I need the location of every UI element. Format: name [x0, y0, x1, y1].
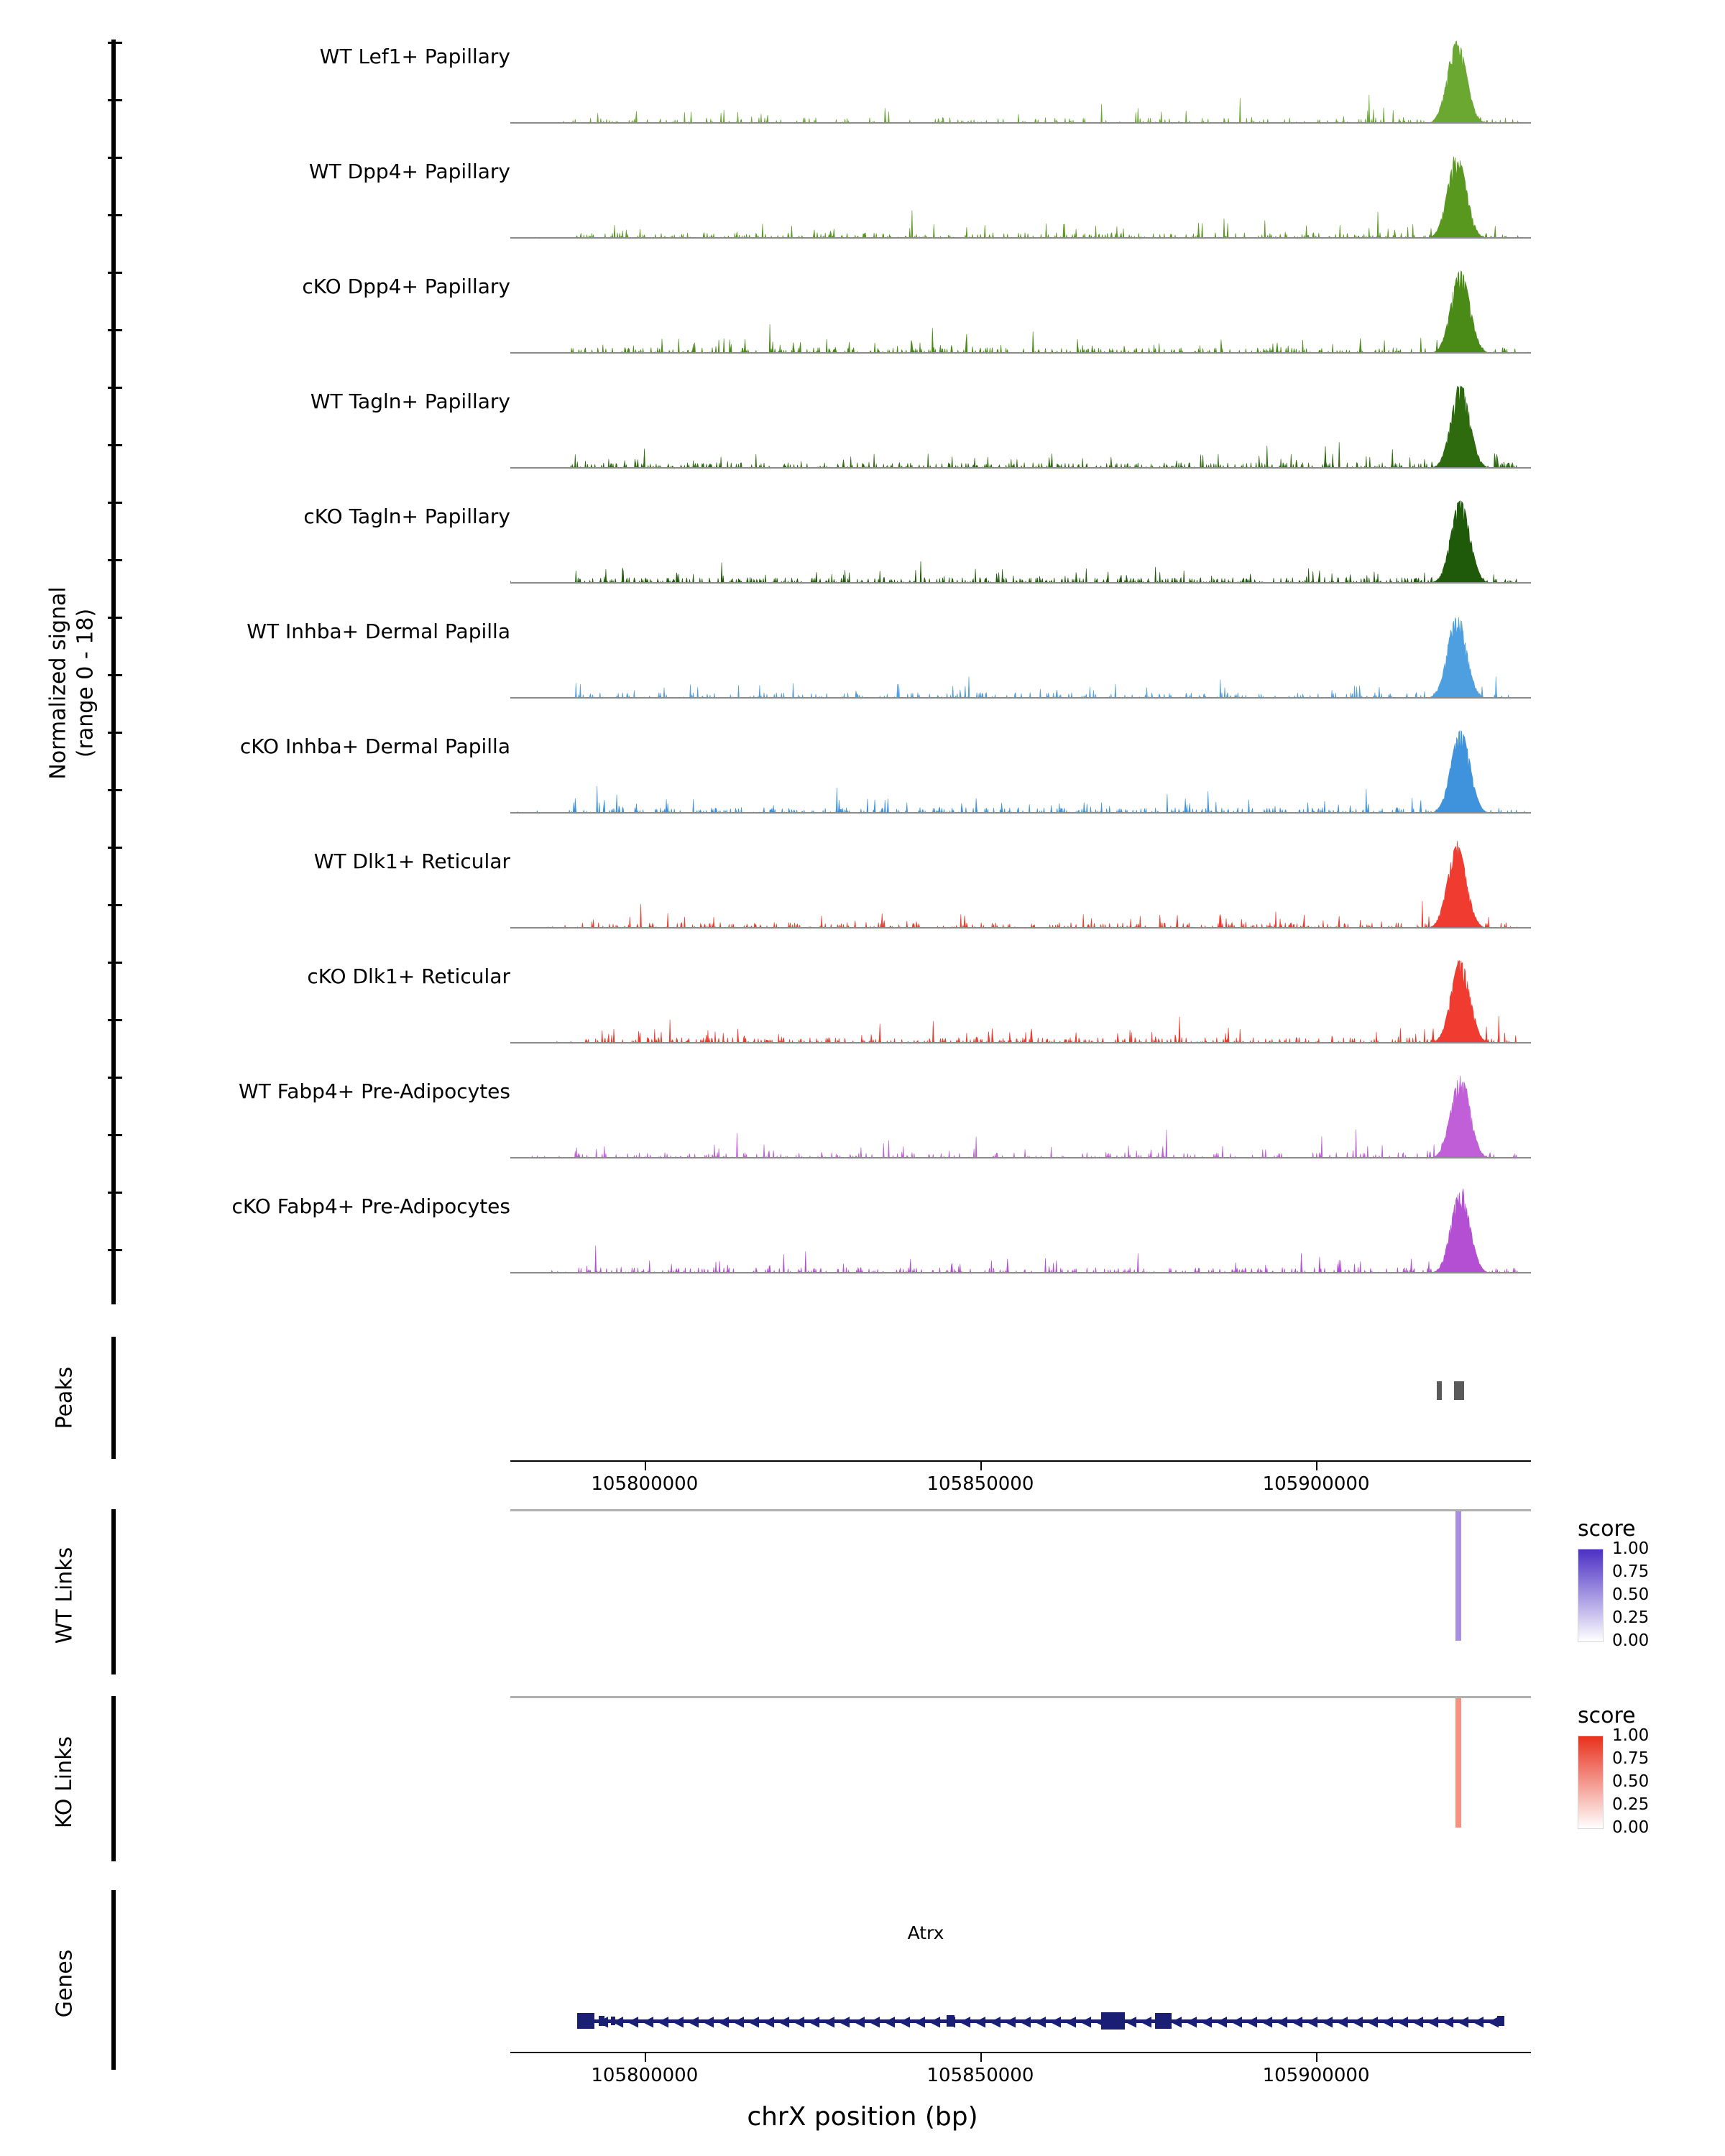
gene-strand-arrow-icon: ◀	[702, 2012, 714, 2030]
signal-area-svg	[510, 841, 1531, 929]
gene-strand-arrow-icon: ◀	[1200, 2012, 1213, 2030]
peaks-section-label: Peaks	[52, 1366, 77, 1429]
signal-area-path	[510, 157, 1531, 239]
wt-links-legend-title: score	[1578, 1516, 1636, 1542]
gene-strand-arrow-icon: ◀	[1487, 2012, 1499, 2030]
track-label: WT Fabp4+ Pre-Adipocytes	[239, 1079, 510, 1103]
ko-links-track	[510, 1696, 1531, 1861]
track-label: WT Dlk1+ Reticular	[313, 849, 510, 873]
gene-strand-arrow-icon: ◀	[1427, 2012, 1439, 2030]
gene-strand-arrow-icon: ◀	[959, 2012, 971, 2030]
signal-area-path	[510, 1076, 1531, 1158]
track-label: WT Tagln+ Papillary	[310, 390, 510, 413]
signal-area-path	[510, 1189, 1531, 1273]
wt-links-top-line	[510, 1509, 1531, 1511]
genes-section-label: Genes	[52, 1949, 77, 2018]
track-label: WT Dpp4+ Papillary	[308, 160, 510, 183]
track-baseline	[510, 812, 1531, 814]
signal-plot	[510, 611, 1531, 699]
signal-area-svg	[510, 36, 1531, 124]
gene-strand-arrow-icon: ◀	[1049, 2012, 1062, 2030]
signal-plot	[510, 151, 1531, 239]
x-axis-tick	[645, 1462, 646, 1470]
legend-tick-label: 1.00	[1612, 1726, 1650, 1745]
legend-tick-label: 0.00	[1612, 1631, 1650, 1650]
track-label: cKO Dpp4+ Papillary	[302, 275, 510, 298]
gene-strand-arrow-icon: ◀	[898, 2012, 911, 2030]
wt-links-legend-colorbar	[1578, 1549, 1604, 1642]
legend-tick-label: 0.25	[1612, 1795, 1650, 1814]
gene-strand-arrow-icon: ◀	[1306, 2012, 1318, 2030]
gene-strand-arrow-icon: ◀	[1155, 2012, 1167, 2030]
track-label: cKO Fabp4+ Pre-Adipocytes	[231, 1194, 510, 1218]
track-label: WT Inhba+ Dermal Papilla	[247, 619, 510, 643]
gene-strand-arrow-icon: ◀	[1442, 2012, 1454, 2030]
gene-label: Atrx	[907, 1922, 944, 1943]
gene-strand-arrow-icon: ◀	[1185, 2012, 1197, 2030]
gene-strand-arrow-icon: ◀	[1230, 2012, 1243, 2030]
x-axis-tick	[645, 2053, 646, 2062]
track-baseline	[510, 237, 1531, 239]
gene-strand-arrow-icon: ◀	[687, 2012, 699, 2030]
signal-area-svg	[510, 1071, 1531, 1158]
legend-tick-label: 0.50	[1612, 1772, 1650, 1791]
x-axis-tick	[980, 1462, 982, 1470]
signal-track-row	[108, 489, 1545, 604]
legend-tick-label: 1.00	[1612, 1539, 1650, 1558]
signal-area-path	[510, 271, 1531, 354]
peak-marker	[1437, 1381, 1442, 1400]
signal-area-svg	[510, 496, 1531, 584]
gene-strand-arrow-icon: ◀	[1472, 2012, 1484, 2030]
peaks-x-axis-ticks	[510, 1462, 1531, 1495]
ko-links-section-label: KO Links	[52, 1736, 77, 1829]
genes-x-axis-ticks	[510, 2053, 1531, 2086]
wt-link-arc	[1455, 1511, 1461, 1641]
gene-strand-arrow-icon: ◀	[597, 2012, 609, 2030]
genes-track	[510, 1890, 1531, 2070]
signal-area-path	[510, 501, 1531, 584]
legend-tick-label: 0.75	[1612, 1749, 1650, 1768]
ko-link-arc	[1455, 1698, 1461, 1828]
gene-strand-arrow-icon: ◀	[1366, 2012, 1379, 2030]
x-axis-tick-label: 105800000	[591, 1473, 699, 1495]
gene-strand-arrow-icon: ◀	[1004, 2012, 1016, 2030]
gene-strand-arrow-icon: ◀	[914, 2012, 926, 2030]
gene-strand-arrow-icon: ◀	[823, 2012, 835, 2030]
signal-track-row	[108, 949, 1545, 1064]
track-baseline	[510, 582, 1531, 584]
x-axis-tick-label: 105800000	[591, 2065, 699, 2086]
track-baseline	[510, 122, 1531, 124]
track-baseline	[510, 1042, 1531, 1044]
gene-strand-arrow-icon: ◀	[1276, 2012, 1288, 2030]
gene-strand-arrow-icon: ◀	[1125, 2012, 1137, 2030]
gene-strand-arrow-icon: ◀	[778, 2012, 790, 2030]
gene-strand-arrow-icon: ◀	[672, 2012, 684, 2030]
signal-plot	[510, 266, 1531, 354]
gene-strand-arrow-icon: ◀	[1412, 2012, 1424, 2030]
gene-strand-arrow-icon: ◀	[763, 2012, 775, 2030]
y-axis-label-line1: Normalized signal	[45, 586, 71, 780]
track-label: WT Lef1+ Papillary	[319, 45, 510, 68]
gene-strand-arrow-icon: ◀	[748, 2012, 760, 2030]
y-axis-label-container	[29, 503, 115, 862]
gene-strand-arrow-icon: ◀	[612, 2012, 624, 2030]
signal-area-path	[510, 41, 1531, 124]
signal-track-row	[108, 259, 1545, 374]
x-axis-tick-label: 105900000	[1262, 2065, 1370, 2086]
signal-track-row	[108, 719, 1545, 834]
signal-track-row	[108, 834, 1545, 949]
gene-strand-arrow-icon: ◀	[657, 2012, 669, 2030]
gene-strand-arrow-icon: ◀	[838, 2012, 850, 2030]
signal-area-svg	[510, 956, 1531, 1044]
gene-strand-arrow-icon: ◀	[1080, 2012, 1092, 2030]
gene-strand-arrow-icon: ◀	[1034, 2012, 1046, 2030]
gene-strand-arrow-icon: ◀	[808, 2012, 820, 2030]
gene-strand-arrow-icon: ◀	[853, 2012, 865, 2030]
gene-strand-arrow-icon: ◀	[627, 2012, 639, 2030]
signal-plot	[510, 1186, 1531, 1273]
signal-section-axis	[111, 40, 116, 1304]
gene-strand-arrow-icon: ◀	[1291, 2012, 1303, 2030]
legend-tick-label: 0.50	[1612, 1585, 1650, 1604]
gene-strand-arrow-icon: ◀	[642, 2012, 654, 2030]
gene-strand-arrow-icon: ◀	[732, 2012, 745, 2030]
signal-area-path	[510, 961, 1531, 1044]
track-baseline	[510, 352, 1531, 354]
gene-strand-arrow-icon: ◀	[1064, 2012, 1077, 2030]
gene-strand-arrow-icon: ◀	[581, 2012, 594, 2030]
y-axis-label	[45, 586, 99, 779]
gene-strand-arrow-icon: ◀	[1095, 2012, 1107, 2030]
track-baseline	[510, 467, 1531, 469]
track-label: cKO Inhba+ Dermal Papilla	[239, 734, 510, 758]
wt-links-track	[510, 1509, 1531, 1674]
gene-strand-arrow-icon: ◀	[929, 2012, 941, 2030]
signal-plot	[510, 36, 1531, 124]
gene-strand-arrow-icon: ◀	[1261, 2012, 1273, 2030]
track-baseline	[510, 927, 1531, 929]
gene-strand-arrow-icon: ◀	[1381, 2012, 1394, 2030]
signal-area-svg	[510, 726, 1531, 814]
gene-strand-arrow-icon: ◀	[1397, 2012, 1409, 2030]
signal-area-path	[510, 731, 1531, 814]
ko-links-legend-title: score	[1578, 1703, 1636, 1728]
track-label: cKO Dlk1+ Reticular	[307, 964, 510, 988]
x-axis-tick-label: 105900000	[1262, 1473, 1370, 1495]
signal-area-svg	[510, 1186, 1531, 1273]
gene-strand-arrow-icon: ◀	[1321, 2012, 1333, 2030]
gene-strand-arrow-icon: ◀	[1246, 2012, 1258, 2030]
signal-area-path	[510, 386, 1531, 469]
signal-plot	[510, 956, 1531, 1044]
gene-strand-arrow-icon: ◀	[974, 2012, 986, 2030]
gene-strand-arrow-icon: ◀	[1019, 2012, 1031, 2030]
x-axis-tick-label: 105850000	[926, 1473, 1034, 1495]
gene-strand-arrow-icon: ◀	[989, 2012, 1001, 2030]
gene-strand-arrow-icon: ◀	[717, 2012, 730, 2030]
ko-links-legend	[1578, 1703, 1725, 1837]
signal-area-svg	[510, 151, 1531, 239]
gene-strand-arrow-icon: ◀	[1140, 2012, 1152, 2030]
peaks-track	[510, 1337, 1531, 1459]
gene-strand-arrow-icon: ◀	[1110, 2012, 1122, 2030]
gene-strand-arrow-icon: ◀	[1351, 2012, 1363, 2030]
x-axis-tick	[1316, 2053, 1317, 2062]
gene-strand-arrow-icon: ◀	[793, 2012, 805, 2030]
gene-strand-arrow-icon: ◀	[1457, 2012, 1469, 2030]
wt-links-legend-ticks	[1612, 1539, 1725, 1650]
signal-plot	[510, 726, 1531, 814]
signal-plot	[510, 381, 1531, 469]
gene-strand-arrow-icon: ◀	[944, 2012, 956, 2030]
legend-tick-label: 0.00	[1612, 1818, 1650, 1837]
track-baseline	[510, 697, 1531, 699]
signal-plot	[510, 841, 1531, 929]
peak-marker	[1454, 1381, 1464, 1400]
gene-strand-arrow-icon: ◀	[883, 2012, 896, 2030]
signal-area-svg	[510, 381, 1531, 469]
gene-strand-arrow-icon: ◀	[1215, 2012, 1228, 2030]
signal-track-row	[108, 1064, 1545, 1179]
signal-area-path	[510, 841, 1531, 929]
gene-strand-arrow-icon: ◀	[868, 2012, 880, 2030]
ko-links-legend-ticks	[1612, 1726, 1725, 1837]
x-axis-tick-label: 105850000	[926, 2065, 1034, 2086]
wt-links-section-label: WT Links	[52, 1547, 77, 1644]
signal-plot	[510, 1071, 1531, 1158]
y-axis-label-line2: (range 0 - 18)	[73, 608, 98, 757]
legend-tick-label: 0.25	[1612, 1608, 1650, 1627]
signal-area-path	[510, 617, 1531, 699]
ko-links-legend-colorbar	[1578, 1736, 1604, 1829]
signal-track-row	[108, 29, 1545, 144]
signal-track-row	[108, 144, 1545, 259]
signal-track-row	[108, 374, 1545, 489]
x-axis-tick	[1316, 1462, 1317, 1470]
track-baseline	[510, 1157, 1531, 1158]
gene-strand-arrow-icon: ◀	[1170, 2012, 1182, 2030]
signal-plot	[510, 496, 1531, 584]
wt-links-legend	[1578, 1516, 1725, 1650]
track-label: cKO Tagln+ Papillary	[303, 505, 510, 528]
signal-track-row	[108, 1179, 1545, 1294]
x-axis-title: chrX position (bp)	[747, 2102, 978, 2132]
signal-area-svg	[510, 266, 1531, 354]
legend-tick-label: 0.75	[1612, 1562, 1650, 1581]
signal-track-row	[108, 604, 1545, 719]
track-baseline	[510, 1272, 1531, 1273]
ko-links-top-line	[510, 1696, 1531, 1698]
x-axis-tick	[980, 2053, 982, 2062]
signal-area-svg	[510, 611, 1531, 699]
gene-strand-arrow-icon: ◀	[1336, 2012, 1348, 2030]
